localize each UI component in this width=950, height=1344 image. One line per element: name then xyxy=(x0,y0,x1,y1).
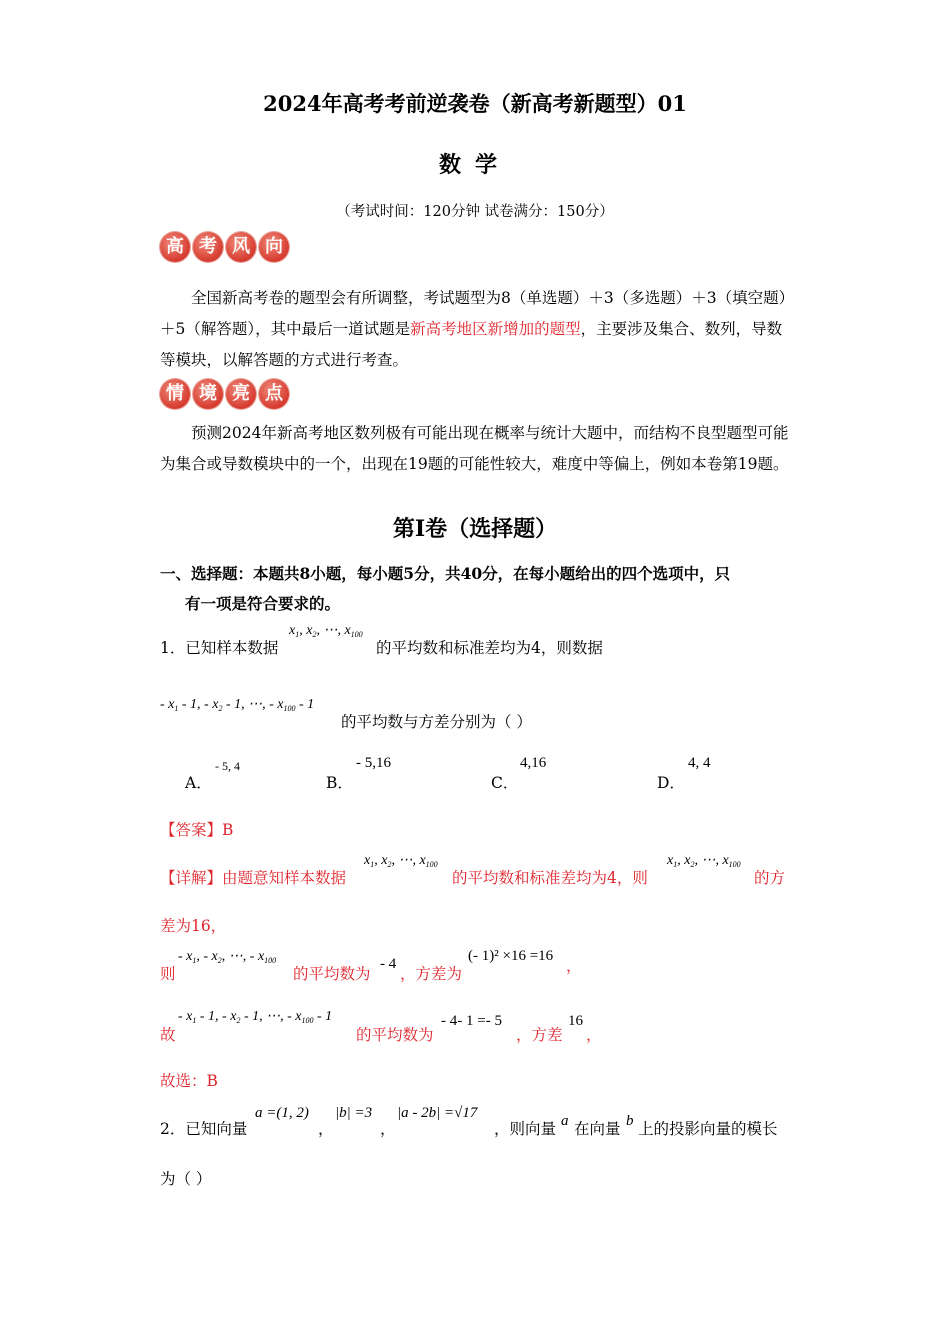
highlight-badge-char: 点 xyxy=(259,379,289,409)
q1-then-mean: - 4 xyxy=(380,956,397,972)
q1-then-expr: - $x_1$, - $x_2$, ⋯, - $x_{100}$ xyxy=(178,949,277,965)
q2-stem-end: 上的投影向量的模长 xyxy=(638,1120,778,1138)
highlight-badge-char: 亮 xyxy=(226,379,256,409)
q1-so-var: 16 xyxy=(568,1013,583,1029)
q1-stem-prefix: 1．已知样本数据 xyxy=(160,639,279,657)
q2-sep1: ， xyxy=(318,1120,334,1138)
highlight-badge-char: 境 xyxy=(193,379,223,409)
q1-option-b-label[interactable]: B． xyxy=(326,774,353,792)
q1-then-prefix: 则 xyxy=(160,965,176,983)
q2-vector-b: b xyxy=(626,1113,634,1129)
highlight-badge-group xyxy=(160,379,289,409)
q2-vector-a: a xyxy=(561,1113,569,1129)
exam-info: （考试时间：120分钟 试卷满分：150分） xyxy=(336,204,614,220)
q2-ab-expr: |a - 2b| =√17 xyxy=(397,1105,478,1121)
q2-a-expr: a =(1, 2) xyxy=(255,1105,309,1121)
q2-stem-prefix: 2．已知向量 xyxy=(160,1120,248,1138)
highlight-paragraph: 预测2024年新高考地区数列极有可能出现在概率与统计大题中，而结构不良型题型可能为集合或导数模块中的一个，出现在19题的可能性较大，难度中等偏上，例如本卷第19题。 xyxy=(160,424,789,473)
q1-detail-sample-expr-2: $x_1$, $x_2$, ⋯, $x_{100}$ xyxy=(667,853,741,869)
trend-badge-char: 考 xyxy=(193,232,223,262)
q1-detail-part2: 的平均数和标准差均为4，则 xyxy=(452,869,648,887)
q1-then-mid: 的平均数为 xyxy=(293,965,371,983)
subject-heading: 数学 xyxy=(438,152,511,178)
trend-badge-group xyxy=(160,232,289,262)
q1-option-d-label[interactable]: D． xyxy=(657,774,685,792)
q1-so-mid: 的平均数为 xyxy=(356,1026,434,1044)
q1-option-c-label[interactable]: C． xyxy=(491,774,519,792)
q1-detail-part1: 由题意知样本数据 xyxy=(222,869,347,887)
q1-option-b-value[interactable]: - 5,16 xyxy=(356,755,391,771)
q1-transformed-expr: - $x_1 - 1$, - $x_2 - 1$, ⋯, - $x_{100} - 1$ xyxy=(160,697,315,713)
trend-badge-char: 风 xyxy=(226,232,256,262)
q1-option-c-value[interactable]: 4,16 xyxy=(520,755,547,771)
q1-so-mean-expr: - 4- 1 =- 5 xyxy=(441,1013,502,1029)
q1-option-a-label[interactable]: A． xyxy=(185,774,212,792)
q2-sep2: ， xyxy=(380,1120,396,1138)
q1-detail-part3: 的方 xyxy=(754,869,786,887)
q2-stem-mid2: 在向量 xyxy=(574,1120,621,1138)
paper-title: 2024年高考考前逆袭卷（新高考新题型）01 xyxy=(263,91,687,116)
q2-stem-mid: ，则向量 xyxy=(494,1120,557,1138)
q1-stem-line2: 的平均数与方差分别为（ ） xyxy=(341,713,532,731)
q1-detail-sample-expr: $x_1$, $x_2$, ⋯, $x_{100}$ xyxy=(364,853,438,869)
q1-then-end: ， xyxy=(566,957,582,975)
q1-stem-mid: 的平均数和标准差均为4，则数据 xyxy=(376,639,603,657)
trend-paragraph xyxy=(160,283,792,376)
q1-choose: 故选：B xyxy=(160,1072,218,1090)
section-instruction-line2: 有一项是符合要求的。 xyxy=(185,594,341,613)
q2-b-expr: |b| =3 xyxy=(335,1105,373,1121)
q1-sample-expr: $x_1$, $x_2$, ⋯, $x_{100}$ xyxy=(289,623,363,639)
q1-option-a-value[interactable]: - 5, 4 xyxy=(215,759,240,773)
q1-then-var-expr: (- 1)² ×16 =16 xyxy=(468,948,554,964)
q1-so-var-label: ，方差 xyxy=(516,1026,563,1044)
trend-text-part2: ，主要涉及集合、数列，导数等模块，以解答题的方式进行考查。 xyxy=(160,320,783,369)
trend-badge-char: 向 xyxy=(259,232,289,262)
trend-badge-char: 高 xyxy=(160,232,190,262)
q2-stem-line2: 为（ ） xyxy=(160,1170,212,1188)
q1-detail-line2: 差为16， xyxy=(160,917,227,935)
highlight-badge-char: 情 xyxy=(160,379,190,409)
trend-text-highlight: 新高考地区新增加的题型 xyxy=(410,320,581,338)
q1-detail-label: 【详解】 xyxy=(160,869,223,887)
section-title: 第I卷（选择题） xyxy=(392,516,558,542)
q1-option-d-value[interactable]: 4, 4 xyxy=(688,755,711,771)
q1-so-end: ， xyxy=(586,1026,602,1044)
q1-answer-label: 【答案】 xyxy=(160,821,223,839)
section-instruction-line1: 一、选择题：本题共8小题，每小题5分，共40分，在每小题给出的四个选项中，只 xyxy=(160,564,731,583)
trend-text-part1: 全国新高考卷的题型会有所调整，考试题型为8（单选题）＋3（多选题）＋3（填空题）＋5（解答题），其中最后一道试题是 xyxy=(160,289,787,338)
q1-answer xyxy=(160,818,233,840)
q1-then-var-label: ，方差为 xyxy=(400,965,463,983)
q1-answer-value: B xyxy=(222,821,234,839)
q1-detail-line1 xyxy=(160,866,346,888)
q1-so-prefix: 故 xyxy=(160,1026,176,1044)
q1-so-expr: - $x_1 - 1$, - $x_2 - 1$, ⋯, - $x_{100} - 1$ xyxy=(178,1009,333,1025)
